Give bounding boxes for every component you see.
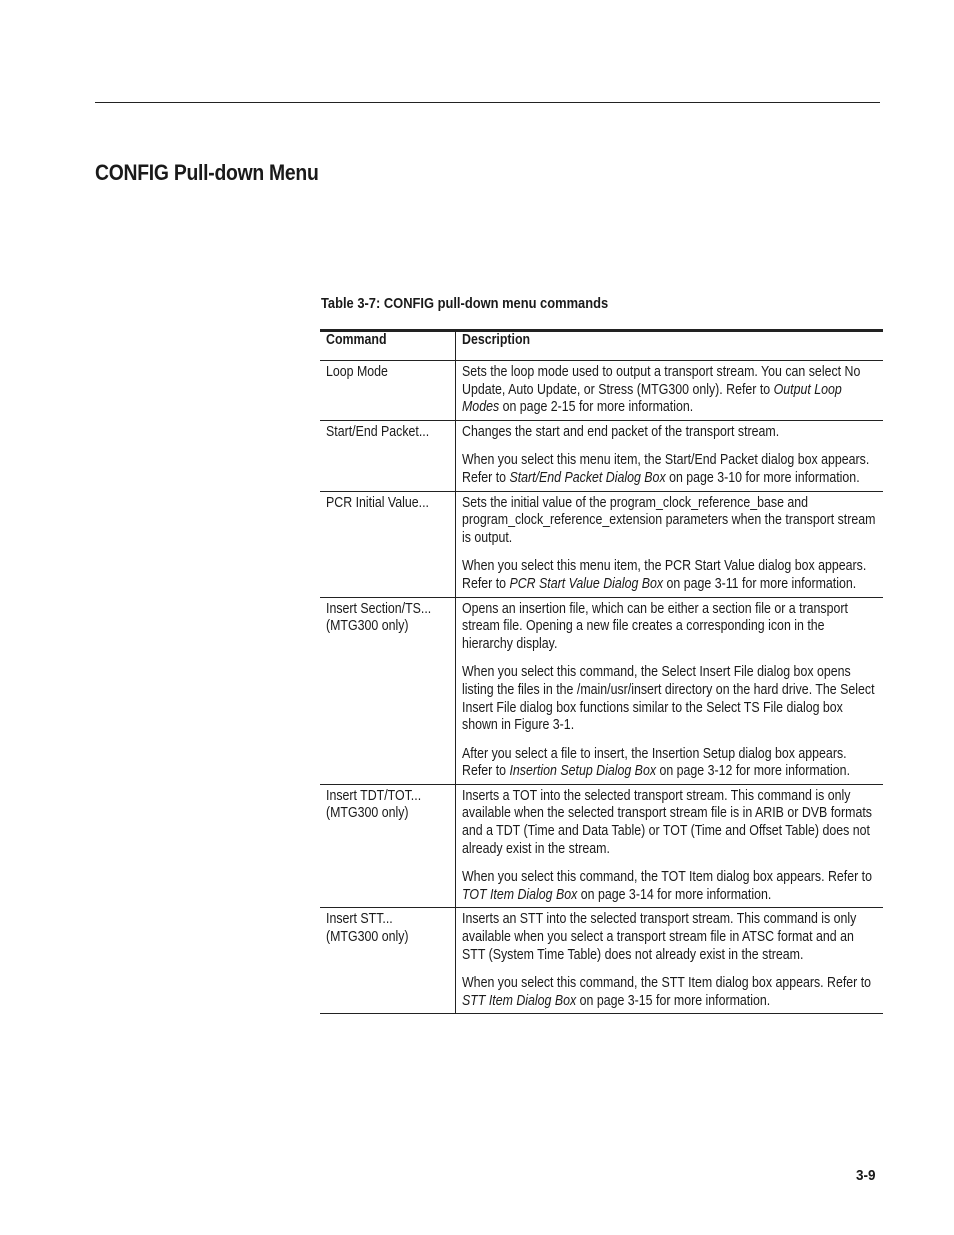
description-segment: on page 3-10 for more information. — [665, 469, 860, 486]
command-name — [326, 495, 448, 513]
description-cell — [455, 361, 883, 421]
command-line: Loop Mode — [326, 364, 388, 380]
command-cell — [320, 420, 455, 491]
cross-reference: Start/End Packet Dialog Box — [508, 469, 666, 486]
description-paragraph — [462, 911, 876, 964]
table-body — [320, 361, 883, 1014]
command-cell — [320, 908, 455, 1014]
description-paragraph — [462, 452, 876, 487]
description-segment: Sets the initial value of the program_clock_reference_base and program_clock_reference_extension parameters when the transport stream is output. — [461, 494, 875, 546]
column-header-command — [320, 331, 455, 361]
cross-reference: Output Loop Modes — [461, 381, 842, 416]
description-segment: on page 3-15 for more information. — [575, 992, 770, 1009]
description-paragraph — [462, 364, 876, 417]
header-rule — [95, 102, 880, 103]
command-name — [326, 601, 448, 636]
description-segment: When you select this command, the TOT Item dialog box appears. Refer to — [461, 869, 872, 886]
command-line: Insert Section/TS... — [326, 600, 432, 617]
description-text — [462, 911, 876, 1010]
command-name — [326, 788, 448, 823]
command-line: Start/End Packet... — [326, 423, 430, 440]
page-number: 3-9 — [856, 1167, 876, 1184]
description-paragraph — [462, 746, 876, 781]
page-title: CONFIG Pull-down Menu — [95, 160, 319, 185]
command-cell — [320, 491, 455, 597]
description-text — [462, 364, 876, 417]
description-segment: When you select this command, the STT Item dialog box appears. Refer to — [461, 975, 871, 992]
description-segment: Inserts a TOT into the selected transport stream. This command is only available when the selected transport stream file is in ARIB or DVB formats and a TDT (Time and Data Table) or TOT (Time and Offset Table) does not already exist in the stream. — [461, 787, 872, 857]
command-line: (MTG300 only) — [326, 929, 409, 946]
description-segment: on page 3-11 for more information. — [662, 575, 856, 592]
description-cell — [455, 597, 883, 784]
description-cell — [455, 908, 883, 1014]
cross-reference: Insertion Setup Dialog Box — [508, 763, 656, 780]
description-header-label: Description — [461, 332, 530, 348]
description-paragraph — [462, 664, 876, 734]
config-commands-table — [320, 329, 883, 1014]
command-line: PCR Initial Value... — [326, 494, 429, 511]
description-text — [462, 424, 876, 488]
description-paragraph — [462, 558, 876, 593]
table-row — [320, 908, 883, 1014]
description-segment: Inserts an STT into the selected transport stream. This command is only available when you select a transport stream file in ATSC format and an STT (System Time Table) does not already exist in the stream. — [461, 911, 856, 963]
description-cell — [455, 784, 883, 908]
command-header-label: Command — [326, 332, 387, 348]
table-row — [320, 420, 883, 491]
command-name — [326, 424, 448, 442]
description-text — [462, 495, 876, 594]
description-segment: When you select this menu item, the PCR Start Value dialog box appears. Refer to — [461, 558, 866, 592]
description-segment: on page 3-14 for more information. — [576, 886, 771, 903]
description-paragraph — [462, 975, 876, 1010]
command-cell — [320, 784, 455, 908]
description-cell — [455, 420, 883, 491]
description-paragraph — [462, 424, 876, 442]
description-segment: After you select a file to insert, the Insertion Setup dialog box appears. Refer to — [461, 745, 847, 780]
description-segment: on page 3-12 for more information. — [655, 763, 850, 780]
command-line: Insert STT... — [326, 911, 393, 928]
command-name — [326, 364, 448, 382]
table-caption: Table 3-7: CONFIG pull-down menu commands — [321, 295, 609, 312]
command-line: (MTG300 only) — [326, 805, 409, 822]
description-paragraph — [462, 869, 876, 904]
description-segment: When you select this menu item, the Start/End Packet dialog box appears. Refer to — [461, 452, 869, 486]
table-header-row — [320, 331, 883, 361]
command-line: Insert TDT/TOT... — [326, 787, 422, 804]
description-segment: Sets the loop mode used to output a transport stream. You can select No Update, Auto Update, or Stress (MTG300 only). Refer to — [461, 364, 860, 398]
cross-reference: PCR Start Value Dialog Box — [508, 575, 663, 592]
description-paragraph — [462, 601, 876, 654]
description-segment: When you select this command, the Select Insert File dialog box opens listing the files in the /main/usr/insert directory on the hard drive. The Select Insert File dialog box functions similar to the Select TS File dialog box shown in Figure 3-1. — [461, 664, 875, 734]
description-segment: Changes the start and end packet of the transport stream. — [461, 423, 779, 440]
description-text — [462, 601, 876, 781]
cross-reference: STT Item Dialog Box — [461, 992, 576, 1009]
description-segment: on page 2-15 for more information. — [498, 399, 693, 416]
description-paragraph — [462, 788, 876, 858]
command-cell — [320, 597, 455, 784]
command-name — [326, 911, 448, 946]
description-text — [462, 788, 876, 905]
column-header-description — [455, 331, 883, 361]
command-cell — [320, 361, 455, 421]
table-row — [320, 597, 883, 784]
command-line: (MTG300 only) — [326, 618, 409, 635]
table-row — [320, 361, 883, 421]
table-row — [320, 784, 883, 908]
description-segment: Opens an insertion file, which can be either a section file or a transport stream file. Opening a new file creates a corresponding icon in the hierarchy display. — [461, 600, 848, 652]
description-paragraph — [462, 495, 876, 548]
table-row — [320, 491, 883, 597]
cross-reference: TOT Item Dialog Box — [461, 886, 577, 903]
description-cell — [455, 491, 883, 597]
